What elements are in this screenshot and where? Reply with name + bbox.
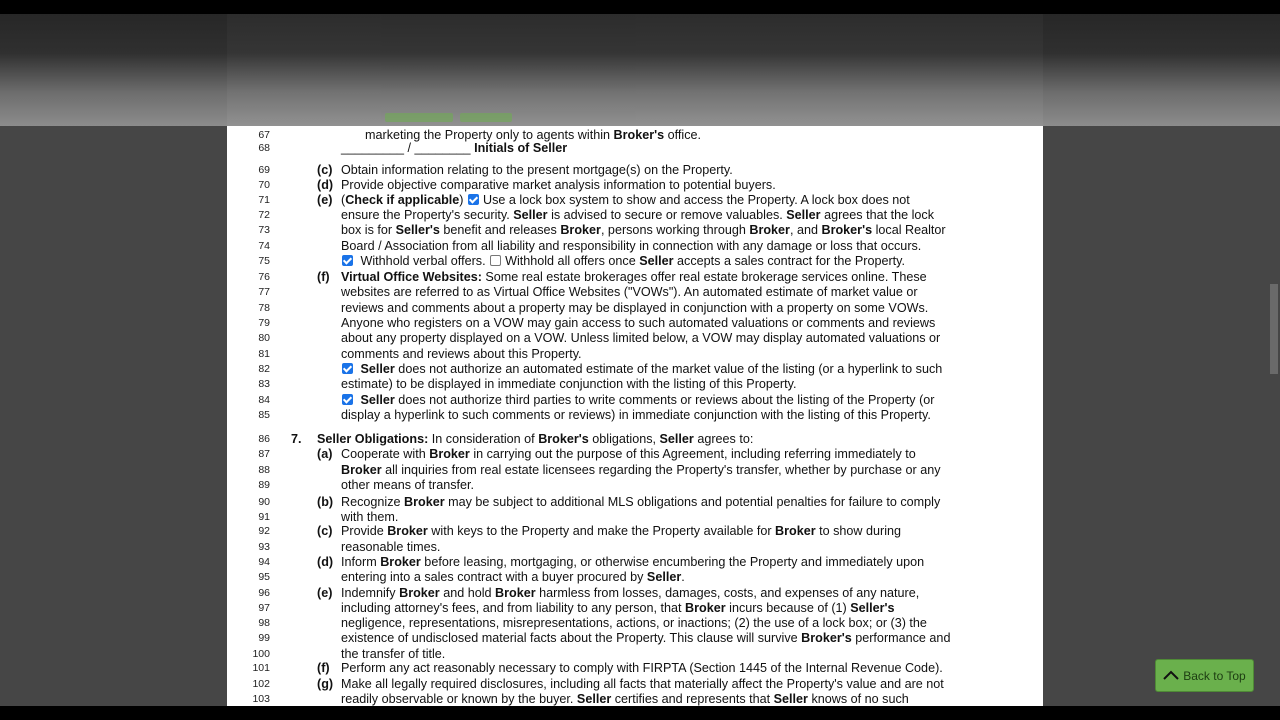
document-line (227, 661, 1043, 676)
line-number: 72 (258, 209, 270, 221)
item-label: (f) (317, 661, 330, 675)
document-line (227, 463, 1043, 478)
document-line (227, 331, 1043, 346)
document-line (227, 377, 1043, 392)
line-text: Inform Broker before leasing, mortgaging, or otherwise encumbering the Property and immediately upon (341, 555, 925, 569)
document-line (227, 447, 1043, 462)
document-line (227, 478, 1043, 493)
document-line (227, 208, 1043, 223)
document-line (227, 285, 1043, 300)
document-line (227, 239, 1043, 254)
document-line (227, 677, 1043, 692)
item-label: (f) (317, 270, 330, 284)
line-text: Withhold verbal offers. Withhold all offers once Seller accepts a sales contract for the Property. (341, 254, 905, 269)
line-number: 73 (258, 224, 270, 236)
line-text: reviews and comments about a property may be displayed in conjunction with a property on some VOWs. (341, 301, 929, 315)
bottom-bar (0, 706, 1280, 720)
line-text: Anyone who registers on a VOW may gain access to such automated valuations or comments and reviews (341, 316, 936, 330)
line-number: 78 (258, 302, 270, 314)
line-number: 86 (258, 433, 270, 445)
line-text: Broker all inquiries from real estate licensees regarding the Property's transfer, whether by purchase or any (341, 463, 941, 477)
document-line (227, 362, 1043, 377)
toolbar-button[interactable] (460, 113, 512, 122)
line-number: 103 (252, 693, 270, 705)
toolbar-overlay (0, 14, 1280, 126)
document-line (227, 270, 1043, 285)
line-text: display a hyperlink to such comments or reviews) in immediate conjunction with the listing of this Property. (341, 408, 931, 422)
line-text: reasonable times. (341, 540, 441, 554)
document-line (227, 178, 1043, 193)
document-line (227, 616, 1043, 631)
line-text: Indemnify Broker and hold Broker harmless from losses, damages, costs, and expenses of any nature, (341, 586, 920, 600)
document-line (227, 647, 1043, 662)
line-number: 81 (258, 348, 270, 360)
line-number: 76 (258, 271, 270, 283)
line-number: 80 (258, 332, 270, 344)
document-line (227, 631, 1043, 646)
item-label: (c) (317, 524, 333, 538)
line-text: negligence, representations, misrepresentations, actions, or inactions; (2) the use of a lock box; or (3) the (341, 616, 927, 630)
line-number: 79 (258, 317, 270, 329)
line-text: about any property displayed on a VOW. Unless limited below, a VOW may display automated valuations or (341, 331, 941, 345)
line-number: 69 (258, 164, 270, 176)
document-line (227, 254, 1043, 269)
line-text: Make all legally required disclosures, including all facts that materially affect the Property's value and are not (341, 677, 944, 691)
item-label: (a) (317, 447, 333, 461)
document-line (227, 524, 1043, 539)
document-line (227, 570, 1043, 585)
document-line (227, 510, 1043, 525)
line-text: Seller does not authorize an automated estimate of the market value of the listing (or a hyperlink to such (341, 362, 942, 377)
item-label: (d) (317, 178, 334, 192)
line-text: ensure the Property's security. Seller is advised to secure or remove valuables. Seller agrees that the lock (341, 208, 935, 222)
checkbox[interactable] (342, 363, 353, 374)
document-line (227, 301, 1043, 316)
section-number: 7. (291, 432, 302, 446)
line-text: entering into a sales contract with a buyer procured by Seller. (341, 570, 685, 584)
line-text: Provide objective comparative market analysis information to potential buyers. (341, 178, 776, 192)
top-bar (0, 0, 1280, 14)
line-number: 92 (258, 525, 270, 537)
line-text: the transfer of title. (341, 647, 446, 661)
item-label: (d) (317, 555, 334, 569)
checkbox[interactable] (490, 255, 501, 266)
document-line (227, 495, 1043, 510)
checkbox[interactable] (342, 394, 353, 405)
line-number: 75 (258, 255, 270, 267)
line-number: 67 (258, 129, 270, 141)
line-number: 84 (258, 394, 270, 406)
line-number: 90 (258, 496, 270, 508)
item-label: (c) (317, 163, 333, 177)
line-number: 99 (258, 632, 270, 644)
line-number: 87 (258, 448, 270, 460)
item-label: (g) (317, 677, 334, 691)
line-text: (Check if applicable) Use a lock box system to show and access the Property. A lock box does not (341, 193, 910, 207)
document-line (227, 316, 1043, 331)
document-line (227, 393, 1043, 408)
line-number: 74 (258, 240, 270, 252)
checkbox[interactable] (468, 194, 479, 205)
line-text: Provide Broker with keys to the Property and make the Property available for Broker to show during (341, 524, 902, 538)
document-line (227, 692, 1043, 707)
document-line (227, 555, 1043, 570)
line-text: Seller Obligations: In consideration of Broker's obligations, Seller agrees to: (317, 432, 754, 446)
line-number: 95 (258, 571, 270, 583)
line-text: readily observable or known by the buyer. Seller certifies and represents that Seller knows of no such (341, 692, 909, 706)
document-line (227, 223, 1043, 238)
line-number: 88 (258, 464, 270, 476)
line-text: Obtain information relating to the present mortgage(s) on the Property. (341, 163, 733, 177)
line-number: 71 (258, 194, 270, 206)
line-number: 77 (258, 286, 270, 298)
line-number: 70 (258, 179, 270, 191)
document-line (227, 586, 1043, 601)
line-text: Perform any act reasonably necessary to comply with FIRPTA (Section 1445 of the Internal Revenue Code). (341, 661, 943, 675)
toolbar-button[interactable] (385, 113, 453, 122)
line-text: other means of transfer. (341, 478, 475, 492)
line-number: 91 (258, 511, 270, 523)
document-line (227, 601, 1043, 616)
line-number: 100 (252, 648, 270, 660)
line-number: 93 (258, 541, 270, 553)
line-number: 96 (258, 587, 270, 599)
line-number: 101 (252, 662, 270, 674)
line-text: Board / Association from all liability and responsibility in connection with any damage or loss that occurs. (341, 239, 922, 253)
line-text: existence of undisclosed material facts about the Property. This clause will survive Broker's performance and (341, 631, 951, 645)
line-number: 85 (258, 409, 270, 421)
scrollbar-thumb[interactable] (1270, 284, 1278, 374)
item-label: (e) (317, 193, 333, 207)
line-text: Seller does not authorize third parties to write comments or reviews about the listing of the Property (or (341, 393, 935, 408)
document-line (227, 432, 1043, 447)
document-line (227, 408, 1043, 423)
line-number: 68 (258, 142, 270, 154)
chevron-up-icon (1163, 669, 1179, 683)
line-number: 89 (258, 479, 270, 491)
line-text: with them. (341, 510, 399, 524)
line-text: box is for Seller's benefit and releases Broker, persons working through Broker, and Broker's local Realtor (341, 223, 946, 237)
line-text: marketing the Property only to agents within Broker's office. (365, 128, 701, 142)
item-label: (e) (317, 586, 333, 600)
document-line (227, 540, 1043, 555)
line-number: 83 (258, 378, 270, 390)
line-text: estimate) to be displayed in immediate conjunction with the listing of this Property. (341, 377, 797, 391)
checkbox[interactable] (342, 255, 353, 266)
line-text: including attorney's fees, and from liability to any person, that Broker incurs because of (1) Seller's (341, 601, 895, 615)
line-text: Virtual Office Websites: Some real estate brokerages offer real estate brokerage services online. These (341, 270, 927, 284)
document-line (227, 193, 1043, 208)
line-text: _________ / ________ Initials of Seller (341, 141, 568, 155)
document-line (227, 347, 1043, 362)
line-text: websites are referred to as Virtual Office Websites ("VOWs"). An automated estimate of market value or (341, 285, 918, 299)
document-line (227, 141, 1043, 156)
document-line (227, 163, 1043, 178)
line-text: Recognize Broker may be subject to additional MLS obligations and potential penalties for failure to comply (341, 495, 941, 509)
item-label: (b) (317, 495, 334, 509)
line-number: 97 (258, 602, 270, 614)
line-text: comments and reviews about this Property. (341, 347, 582, 361)
line-number: 82 (258, 363, 270, 375)
line-number: 98 (258, 617, 270, 629)
line-number: 94 (258, 556, 270, 568)
line-text: Cooperate with Broker in carrying out the purpose of this Agreement, including referring immediately to (341, 447, 916, 461)
back-to-top-button[interactable] (1155, 659, 1254, 692)
back-to-top-label: Back to Top (1183, 668, 1246, 683)
line-number: 102 (252, 678, 270, 690)
